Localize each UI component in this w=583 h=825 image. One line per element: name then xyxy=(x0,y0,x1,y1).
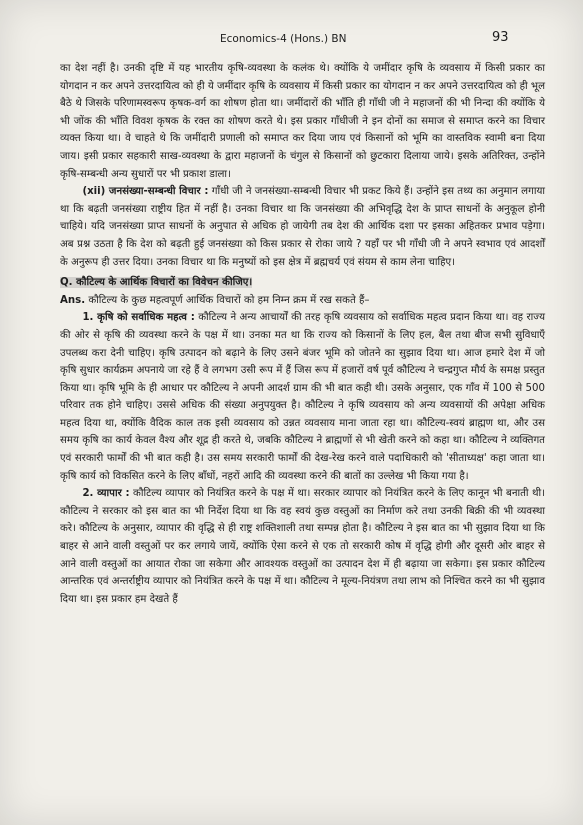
page-body xyxy=(60,60,545,608)
page-header xyxy=(0,30,583,50)
answer-intro-text: कौटिल्य के कुछ महत्वपूर्ण आर्थिक विचारों को हम निम्न क्रम में रख सकते हैं– xyxy=(85,294,370,306)
question-text: Q. कौटिल्य के आर्थिक विचारों का विवेचन कीजिए। xyxy=(60,277,253,289)
point-text-agriculture: कौटिल्य ने अन्य आचार्यों की तरह कृषि व्यवसाय को सर्वाधिक महत्व प्रदान किया था। वह राज्य की ओर से कृषि की व्यवस्था करने के पक्ष में था। उनका मत था कि राज्य को किसानों के लिए हल, बैल तथा बीज सभी सुविधाएँ उपलब्ध करा देनी चाहिए। कृषि उत्पादन को बढ़ाने के लिए उसने बंजर भूमि को जोतने का सुझाव दिया था। आज हमारे देश में जो कृषि सुधार कार्यक्रम अपनाये जा रहे हैं वे लगभग उसी रूप में हैं जिस रूप में हजारों वर्ष पूर्व कौटिल्य ने चन्द्रगुप्त मौर्य के समक्ष प्रस्तुत किया था। कृषि भूमि के ही आधार पर कौटिल्य ने अपनी आदर्श ग्राम की भी बात कही थी। उसके अनुसार, एक गाँव में 100 से 500 परिवार तक होने चाहिए। उससे अधिक की संख्या अनुपयुक्त है। कौटिल्य ने कृषि व्यवसाय को अन्य व्यवसायों की अपेक्षा अधिक महत्व दिया था, क्योंकि वैदिक काल तक इसी व्यवसाय को उन्नत व्यवसाय माना जाता रहा था। कौटिल्य-स्वयं ब्राह्मण था, और उस समय कृषि का कार्य केवल वैश्य और शूद्र ही करते थे, जबकि कौटिल्य ने ब्राह्मणों से भी खेती करने को कहा था। कौटिल्य ने व्यक्तिगत एवं सरकारी फार्मों की भी बात कही है। उस समय सरकारी फार्मों की देख-रेख करने वाले पदाधिकारी को 'सीताध्यक्ष' कहा जाता था। कृषि कार्य को विकसित करने के लिए बाँधों, नहरों आदि की व्यवस्था करने की बातों का उल्लेख भी किया गया है। xyxy=(60,312,545,482)
paragraph-agriculture-reforms: का देश नहीं है। उनकी दृष्टि में यह भारतीय कृषि-व्यवस्था के कलंक थे। क्योंकि ये जमींदार कृषि के व्यवसाय में किसी प्रकार का योगदान न कर अपने उत्तरदायित्व को ही ये जमींदार कृषि के व्यवसाय में किसी प्रकार का योगदान न कर अपने उत्तरदायित्व को ही भूल बैठे थे जिसके परिणामस्वरूप कृषक-वर्ग का शोषण होता था। जमींदारों की भाँति ही गाँधी जी ने महाजनों की भी निन्दा की क्योंकि ये भी जोंक की भाँति विवश कृषक के रक्त का शोषण करते थे। इस प्रकार गाँधीजी ने इन दोनों का समाज से समाप्त करने का विचार व्यक्त किया था। वे चाहते थे कि जमींदारी प्रणाली को समाप्त कर दिया जाय एवं किसानों को भूमि का वास्तविक स्वामी बना दिया जाय। इसी प्रकार सहकारी साख-व्यवस्था के द्वारा महाजनों के चंगुल से किसानों को छुटकारा दिलाया जाये। इसके अतिरिक्त, उन्होंने कृषि-सम्बन्धी अन्य सुधारों पर भी प्रकाश डाला। xyxy=(60,63,545,180)
answer-intro xyxy=(60,292,545,310)
question-heading xyxy=(60,274,545,292)
answer-label: Ans. xyxy=(60,294,86,306)
subsection-text-population: गाँधी जी ने जनसंख्या-सम्बन्धी विचार भी प्रकट किये हैं। उन्होंने इस तथ्य का अनुमान लगाया था कि बढ़ती जनसंख्या राष्ट्रीय हित में नहीं है। उनका विचार था कि जनसंख्या की अभिवृद्धि देश के प्राप्त साधनों के अनुकूल होनी चाहिये। यदि जनसंख्या प्राप्त साधनों के अनुपात से अधिक हो जायेगी तब देश की आर्थिक दशा पर इसका अहितकर प्रभाव पड़ेगा। अब प्रश्न उठता है कि देश को बढ़ती हुई जनसंख्या को किस प्रकार से रोका जाये ? यहाँ पर भी गाँधी जी ने अपने स्वभाव एवं आदर्शों के अनुरूप ही उत्तर दिया। उनका विचार था कि मनुष्यों को इस क्षेत्र में ब्रह्मचर्य एवं संयम से काम लेना चाहिए। xyxy=(60,186,546,268)
paragraph-population-views xyxy=(60,183,545,271)
point-heading-agriculture: 1. कृषि को सर्वाधिक महत्व : xyxy=(82,312,195,324)
point-agriculture xyxy=(60,309,545,485)
point-text-trade: कौटिल्य व्यापार को नियंत्रित करने के पक्ष में था। सरकार व्यापार को नियंत्रित करने के लिए कानून भी बनाती थी। कौटिल्य ने सरकार को इस बात का भी निर्देश दिया था कि वह स्वयं कुछ वस्तुओं का निर्माण करे तथा उनकी बिक्री की भी व्यवस्था करे। कौटिल्य के अनुसार, व्यापार की वृद्धि से ही राष्ट्र शक्तिशाली तथा सम्पन्न होता है। कौटिल्य ने इस बात का भी सुझाव दिया था कि बाहर से आने वाली वस्तुओं पर कर लगाये जायें, क्योंकि ऐसा करने से एक तो सरकारी कोष में वृद्धि होगी और दूसरी ओर बाहर से आने वाली वस्तुओं का आयात रोका जा सकेगा और आवश्यक वस्तुओं का उत्पादन देश में ही बढ़ाया जा सकेगा। इस प्रकार कौटिल्य आन्तरिक एवं अन्तर्राष्ट्रीय व्यापार को नियंत्रित करने के पक्ष में था। कौटिल्य ने मूल्य-नियंत्रण तथा लाभ को निश्चित करने का भी सुझाव दिया था। इस प्रकार हम देखते हैं xyxy=(60,488,546,605)
subsection-heading-population: (xii) जनसंख्या-सम्बन्धी विचार : xyxy=(82,186,209,198)
point-trade xyxy=(60,485,545,608)
point-heading-trade: 2. व्यापार : xyxy=(82,488,130,500)
page-number: 93 xyxy=(492,30,509,45)
running-header-title: Economics-4 (Hons.) BN xyxy=(220,33,347,45)
